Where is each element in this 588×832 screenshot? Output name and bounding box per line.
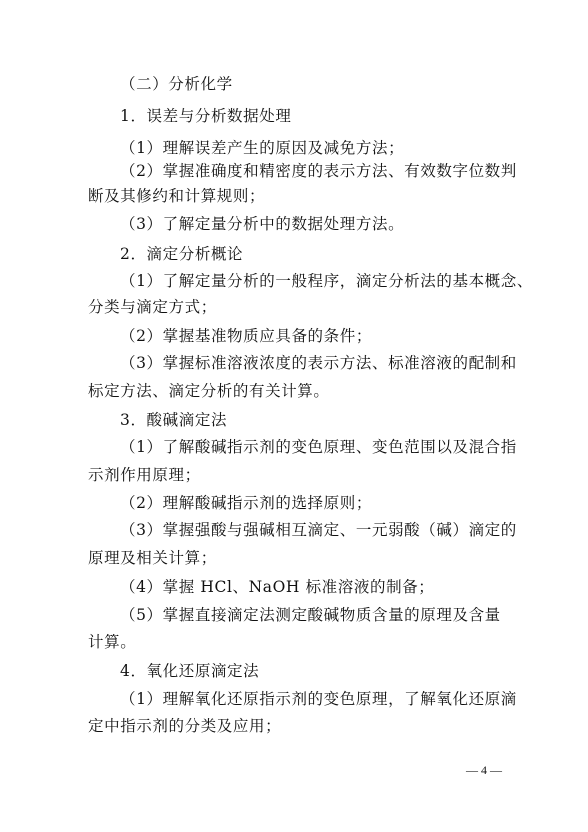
- paragraph-line: （5）掌握直接滴定法测定酸碱物质含量的原理及含量: [120, 606, 501, 624]
- section-heading-analytical-chemistry: （二）分析化学: [120, 75, 233, 93]
- paragraph-line: （3）了解定量分析中的数据处理方法。: [120, 215, 405, 233]
- page-number: — 4 —: [466, 763, 502, 777]
- paragraph-line: 分类与滴定方式；: [88, 298, 217, 316]
- paragraph-line: 断及其修约和计算规则；: [88, 187, 266, 205]
- paragraph-line: （1）了解酸碱指示剂的变色原理、变色范围以及混合指: [120, 438, 517, 456]
- paragraph-line: （1）理解氧化还原指示剂的变色原理，了解氧化还原滴: [120, 690, 517, 708]
- subsection-heading-3: 3．酸碱滴定法: [120, 411, 228, 429]
- subsection-heading-2: 2．滴定分析概论: [120, 245, 244, 263]
- paragraph-line: （2）掌握基准物质应具备的条件；: [120, 327, 372, 345]
- paragraph-line: 定中指示剂的分类及应用；: [88, 717, 282, 735]
- paragraph-line: 计算。: [88, 633, 137, 651]
- paragraph-line: （3）掌握强酸与强碱相互滴定、一元弱酸（碱）滴定的: [120, 521, 517, 539]
- paragraph-line: 示剂作用原理；: [88, 466, 201, 484]
- paragraph-line: （3）掌握标准溶液浓度的表示方法、标准溶液的配制和: [120, 354, 517, 372]
- paragraph-line: 标定方法、滴定分析的有关计算。: [88, 382, 330, 400]
- paragraph-line: 原理及相关计算；: [88, 549, 217, 567]
- paragraph-line: （1）理解误差产生的原因及减免方法；: [120, 139, 405, 157]
- paragraph-line: （4）掌握 HCl、NaOH 标准溶液的制备；: [120, 578, 435, 596]
- paragraph-line: （2）掌握准确度和精密度的表示方法、有效数字位数判: [120, 162, 517, 180]
- subsection-heading-4: 4．氧化还原滴定法: [120, 662, 260, 680]
- paragraph-line: （1）了解定量分析的一般程序，滴定分析法的基本概念、: [120, 272, 533, 290]
- paragraph-line: （2）理解酸碱指示剂的选择原则；: [120, 494, 372, 512]
- subsection-heading-1: 1．误差与分析数据处理: [120, 107, 292, 125]
